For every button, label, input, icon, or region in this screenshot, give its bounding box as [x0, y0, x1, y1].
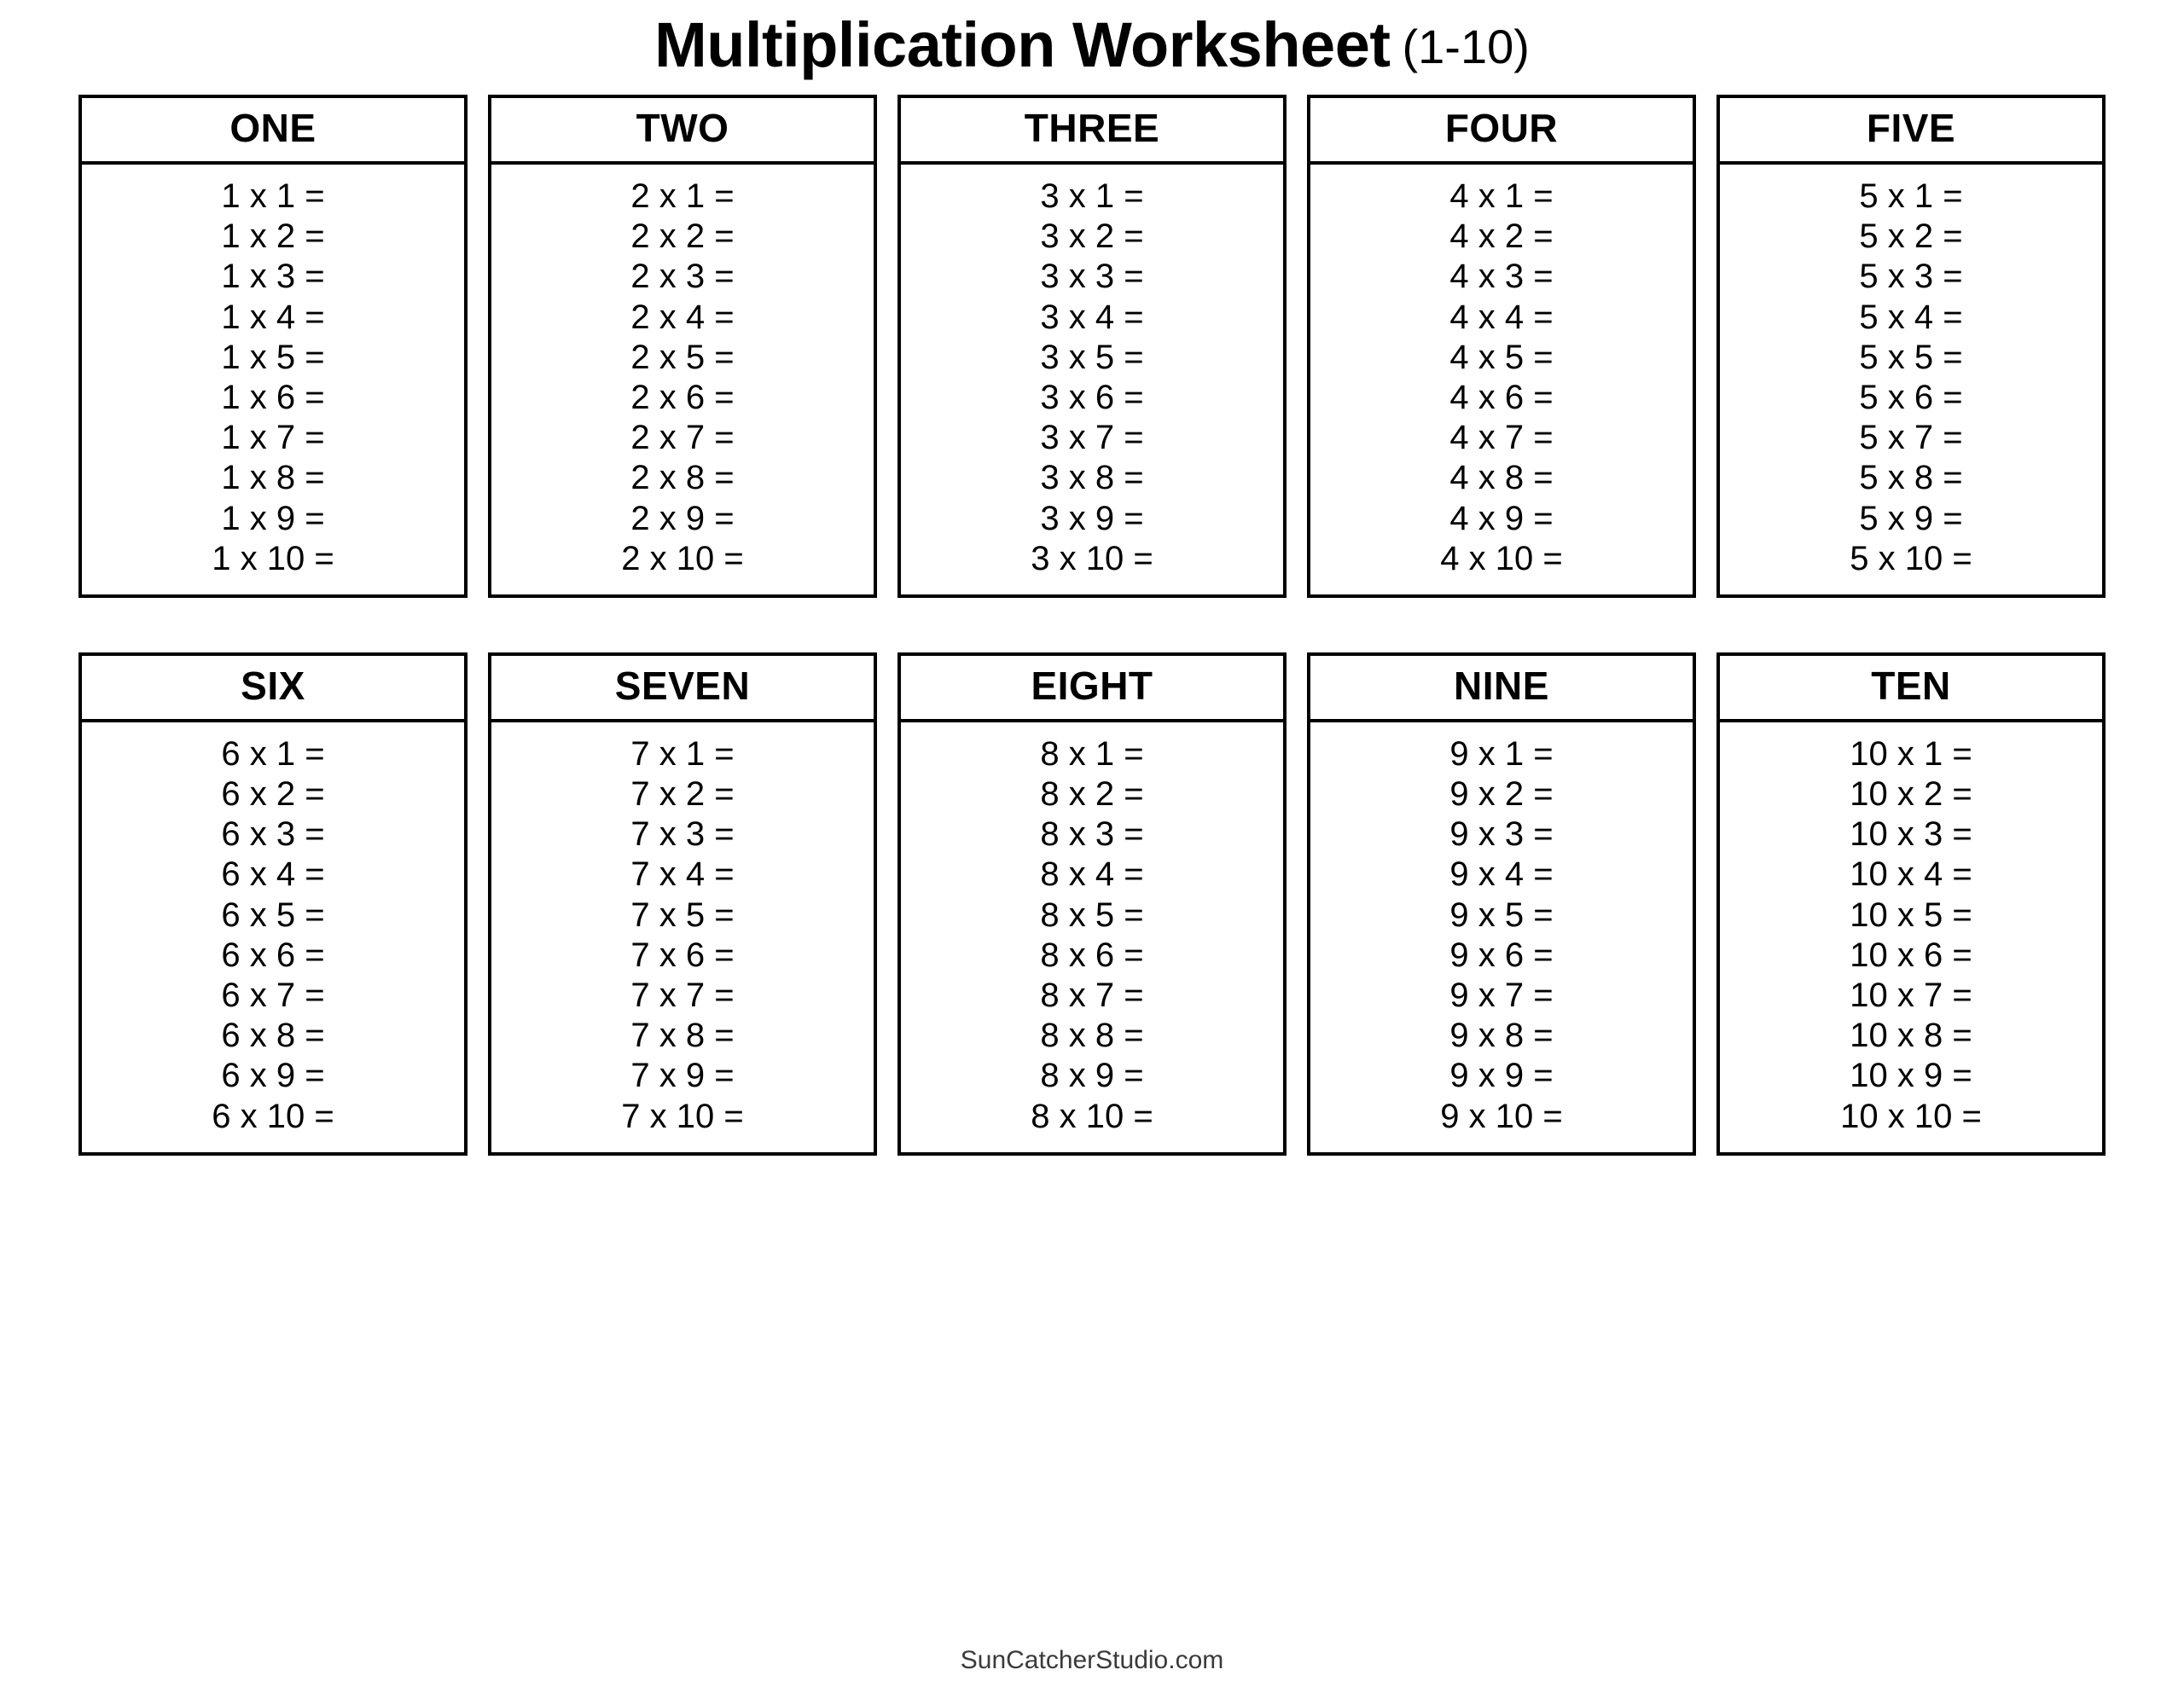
fact-item: 3 x 5 =: [1040, 338, 1144, 376]
fact-item: 2 x 8 =: [630, 459, 735, 497]
fact-item: 5 x 6 =: [1859, 378, 1963, 416]
fact-item: 9 x 5 =: [1449, 896, 1554, 934]
table-facts-list: [1310, 722, 1693, 1152]
table-facts-list: [491, 722, 874, 1152]
fact-item: 7 x 3 =: [630, 815, 735, 854]
fact-item: 1 x 5 =: [221, 338, 325, 376]
table-card-nine: [1307, 652, 1696, 1156]
fact-item: 5 x 7 =: [1859, 419, 1963, 457]
fact-item: 8 x 1 =: [1040, 734, 1144, 773]
fact-item: 3 x 8 =: [1040, 459, 1144, 497]
fact-item: 4 x 8 =: [1449, 459, 1554, 497]
table-card-eight: [897, 652, 1287, 1156]
fact-item: 10 x 9 =: [1850, 1057, 1972, 1095]
table-facts-list: [82, 165, 464, 594]
fact-item: 7 x 8 =: [630, 1017, 735, 1055]
table-facts-list: [901, 722, 1283, 1152]
fact-item: 5 x 5 =: [1859, 338, 1963, 376]
fact-item: 9 x 2 =: [1449, 775, 1554, 814]
page-title-range: (1-10): [1402, 20, 1530, 73]
fact-item: 10 x 5 =: [1850, 896, 1972, 934]
table-heading: THREE: [901, 98, 1283, 165]
fact-item: 2 x 5 =: [630, 338, 735, 376]
fact-item: 9 x 6 =: [1449, 936, 1554, 974]
fact-item: 7 x 1 =: [630, 734, 735, 773]
fact-item: 10 x 2 =: [1850, 775, 1972, 814]
fact-item: 8 x 4 =: [1040, 855, 1144, 894]
fact-item: 9 x 7 =: [1449, 977, 1554, 1014]
fact-item: 1 x 9 =: [221, 499, 325, 537]
fact-item: 7 x 5 =: [630, 896, 735, 934]
fact-item: 8 x 5 =: [1040, 896, 1144, 934]
fact-item: 9 x 10 =: [1440, 1097, 1563, 1135]
fact-item: 5 x 3 =: [1859, 258, 1963, 296]
fact-item: 2 x 3 =: [630, 258, 735, 296]
fact-item: 6 x 2 =: [221, 775, 325, 814]
fact-item: 9 x 8 =: [1449, 1017, 1554, 1055]
fact-item: 8 x 7 =: [1040, 977, 1144, 1014]
tables-row-1: [0, 95, 2184, 598]
tables-grid: [0, 95, 2184, 1156]
fact-item: 1 x 6 =: [221, 378, 325, 416]
fact-item: 2 x 4 =: [630, 298, 735, 336]
fact-item: 7 x 10 =: [621, 1097, 744, 1135]
table-heading: EIGHT: [901, 656, 1283, 722]
fact-item: 10 x 7 =: [1850, 977, 1972, 1014]
fact-item: 7 x 4 =: [630, 855, 735, 894]
fact-item: 6 x 3 =: [221, 815, 325, 854]
fact-item: 5 x 2 =: [1859, 217, 1963, 256]
fact-item: 3 x 7 =: [1040, 419, 1144, 457]
fact-item: 8 x 10 =: [1031, 1097, 1153, 1135]
fact-item: 8 x 3 =: [1040, 815, 1144, 854]
fact-item: 4 x 2 =: [1449, 217, 1554, 256]
fact-item: 9 x 3 =: [1449, 815, 1554, 854]
fact-item: 10 x 1 =: [1850, 734, 1972, 773]
table-facts-list: [1310, 165, 1693, 594]
fact-item: 9 x 1 =: [1449, 734, 1554, 773]
page-title: [0, 0, 2184, 81]
fact-item: 5 x 1 =: [1859, 177, 1963, 215]
fact-item: 6 x 1 =: [221, 734, 325, 773]
fact-item: 10 x 8 =: [1850, 1017, 1972, 1055]
fact-item: 2 x 9 =: [630, 499, 735, 537]
table-card-six: [78, 652, 468, 1156]
tables-row-2: [0, 652, 2184, 1156]
fact-item: 6 x 9 =: [221, 1057, 325, 1095]
fact-item: 8 x 2 =: [1040, 775, 1144, 814]
fact-item: 3 x 2 =: [1040, 217, 1144, 256]
fact-item: 7 x 9 =: [630, 1057, 735, 1095]
table-heading: FIVE: [1720, 98, 2102, 165]
fact-item: 1 x 8 =: [221, 459, 325, 497]
table-card-seven: [488, 652, 877, 1156]
table-card-one: [78, 95, 468, 598]
fact-item: 6 x 8 =: [221, 1017, 325, 1055]
fact-item: 2 x 1 =: [630, 177, 735, 215]
fact-item: 1 x 1 =: [221, 177, 325, 215]
fact-item: 4 x 3 =: [1449, 258, 1554, 296]
fact-item: 3 x 1 =: [1040, 177, 1144, 215]
fact-item: 4 x 10 =: [1440, 539, 1563, 577]
fact-item: 4 x 4 =: [1449, 298, 1554, 336]
fact-item: 4 x 9 =: [1449, 499, 1554, 537]
table-heading: FOUR: [1310, 98, 1693, 165]
table-card-two: [488, 95, 877, 598]
fact-item: 2 x 6 =: [630, 378, 735, 416]
fact-item: 2 x 7 =: [630, 419, 735, 457]
fact-item: 1 x 10 =: [212, 539, 334, 577]
fact-item: 7 x 6 =: [630, 936, 735, 974]
fact-item: 2 x 10 =: [621, 539, 744, 577]
fact-item: 8 x 9 =: [1040, 1057, 1144, 1095]
fact-item: 3 x 9 =: [1040, 499, 1144, 537]
fact-item: 5 x 10 =: [1850, 539, 1972, 577]
table-facts-list: [491, 165, 874, 594]
fact-item: 4 x 7 =: [1449, 419, 1554, 457]
fact-item: 4 x 6 =: [1449, 378, 1554, 416]
fact-item: 10 x 4 =: [1850, 855, 1972, 894]
table-heading: SEVEN: [491, 656, 874, 722]
fact-item: 9 x 9 =: [1449, 1057, 1554, 1095]
fact-item: 1 x 4 =: [221, 298, 325, 336]
table-card-five: [1716, 95, 2106, 598]
table-heading: ONE: [82, 98, 464, 165]
fact-item: 10 x 6 =: [1850, 936, 1972, 974]
table-heading: NINE: [1310, 656, 1693, 722]
fact-item: 6 x 4 =: [221, 855, 325, 894]
table-facts-list: [1720, 722, 2102, 1152]
fact-item: 5 x 9 =: [1859, 499, 1963, 537]
fact-item: 10 x 10 =: [1840, 1097, 1982, 1135]
fact-item: 3 x 6 =: [1040, 378, 1144, 416]
fact-item: 8 x 8 =: [1040, 1017, 1144, 1055]
fact-item: 8 x 6 =: [1040, 936, 1144, 974]
fact-item: 3 x 10 =: [1031, 539, 1153, 577]
fact-item: 10 x 3 =: [1850, 815, 1972, 854]
fact-item: 6 x 6 =: [221, 936, 325, 974]
fact-item: 5 x 8 =: [1859, 459, 1963, 497]
footer-credit: SunCatcherStudio.com: [960, 1646, 1224, 1674]
fact-item: 3 x 4 =: [1040, 298, 1144, 336]
fact-item: 4 x 1 =: [1449, 177, 1554, 215]
fact-item: 5 x 4 =: [1859, 298, 1963, 336]
fact-item: 2 x 2 =: [630, 217, 735, 256]
fact-item: 9 x 4 =: [1449, 855, 1554, 894]
table-facts-list: [82, 722, 464, 1152]
fact-item: 4 x 5 =: [1449, 338, 1554, 376]
table-facts-list: [1720, 165, 2102, 594]
fact-item: 3 x 3 =: [1040, 258, 1144, 296]
table-card-three: [897, 95, 1287, 598]
fact-item: 6 x 10 =: [212, 1097, 334, 1135]
table-facts-list: [901, 165, 1283, 594]
fact-item: 7 x 7 =: [630, 977, 735, 1014]
table-card-ten: [1716, 652, 2106, 1156]
table-heading: TEN: [1720, 656, 2102, 722]
page-title-main: Multiplication Worksheet: [654, 9, 1391, 80]
table-card-four: [1307, 95, 1696, 598]
fact-item: 1 x 7 =: [221, 419, 325, 457]
table-heading: TWO: [491, 98, 874, 165]
fact-item: 1 x 3 =: [221, 258, 325, 296]
fact-item: 1 x 2 =: [221, 217, 325, 256]
table-heading: SIX: [82, 656, 464, 722]
fact-item: 6 x 7 =: [221, 977, 325, 1014]
fact-item: 7 x 2 =: [630, 775, 735, 814]
fact-item: 6 x 5 =: [221, 896, 325, 934]
